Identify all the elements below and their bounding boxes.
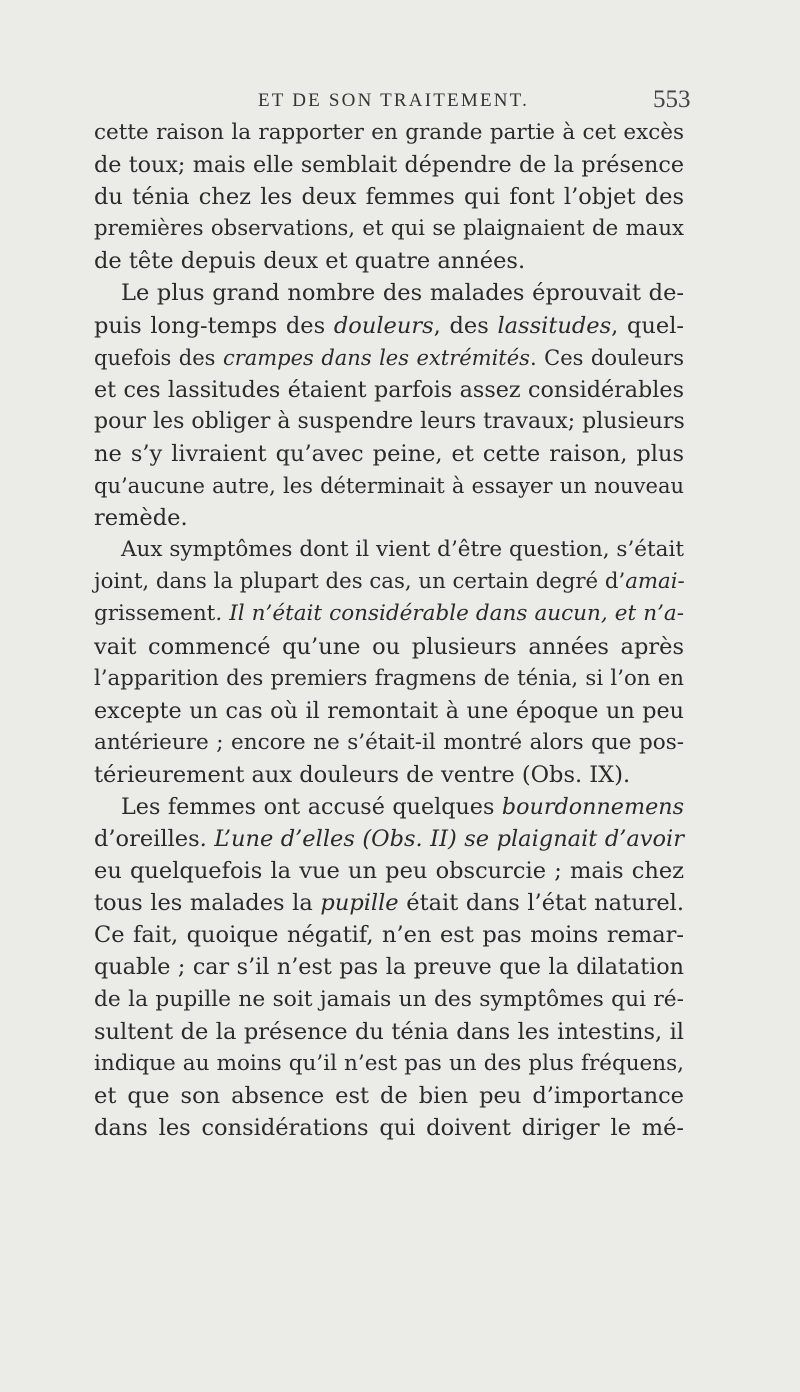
text-line: tous les malades la pupille était dans l’état naturel. <box>94 890 684 917</box>
running-head <box>0 86 800 120</box>
text-line: pour les obliger à suspendre leurs travaux; plusieurs <box>94 408 685 434</box>
italic-term: douleurs <box>333 312 434 339</box>
italic-term: lassitudes <box>497 312 612 339</box>
text-line: dans les considérations qui doivent diriger le mé- <box>94 1114 684 1141</box>
text-line: premières observations, et qui se plaignaient de maux <box>94 216 684 242</box>
text-line: excepte un cas où il remontait à une époque un peu <box>94 697 684 724</box>
text-line: Aux symptômes dont il vient d’être question, s’était <box>121 537 684 563</box>
text-line: et que son absence est de bien peu d’importance <box>94 1082 684 1109</box>
text-line: qu’aucune autre, les déterminait à essayer un nouveau <box>94 474 684 499</box>
text-line: ne s’y livraient qu’avec peine, et cette raison, plus <box>94 440 684 467</box>
text-line: antérieure ; encore ne s’était-il montré alors que pos- <box>94 729 684 755</box>
text-line: et ces lassitudes étaient parfois assez considérables <box>94 376 684 403</box>
text-line: Ce fait, quoique négatif, n’en est pas moins remar- <box>94 922 684 949</box>
text-line: grissement. Il n’était considérable dans aucun, et n’a- <box>94 601 684 627</box>
text-line: joint, dans la plupart des cas, un certain degré d’amai- <box>94 569 685 595</box>
text-line: quefois des crampes dans les extrémités. Ces douleurs <box>94 345 684 370</box>
text-line: térieurement aux douleurs de ventre (Obs. IX). <box>94 761 631 788</box>
text-line: Les femmes ont accusé quelques bourdonnemens <box>121 793 684 820</box>
text-line: de tête depuis deux et quatre années. <box>94 248 526 275</box>
italic-term: . L’une d’elles (Obs. II) se plaignait d’avoir <box>199 826 684 853</box>
italic-term: amai- <box>625 569 685 595</box>
text-line: remède. <box>94 505 188 532</box>
running-title: ET DE SON TRAITEMENT. <box>258 90 530 111</box>
text-line: l’apparition des premiers fragmens de ténia, si l’on en <box>94 665 684 691</box>
italic-term: crampes dans les extrémités <box>222 345 530 370</box>
text-line: d’oreilles. L’une d’elles (Obs. II) se plaignait d’avoir <box>94 826 684 853</box>
page-number: 553 <box>653 86 691 113</box>
text-line: sultent de la présence du ténia dans les intestins, il <box>94 1018 684 1045</box>
text-line: de la pupille ne soit jamais un des symptômes qui ré- <box>94 986 684 1012</box>
italic-term: bourdonnemens <box>501 793 684 820</box>
text-line: indique au moins qu’il n’est pas un des plus fréquens, <box>94 1050 684 1076</box>
text-line: vait commencé qu’une ou plusieurs années après <box>94 633 684 660</box>
text-line: de toux; mais elle semblait dépendre de la présence <box>94 152 684 179</box>
text-line: puis long-temps des douleurs, des lassitudes, quel- <box>94 312 684 339</box>
italic-term: . Il n’était considérable dans aucun, et n’a- <box>215 601 684 627</box>
text-line: quable ; car s’il n’est pas la preuve que la dilatation <box>94 954 684 981</box>
body-text <box>94 117 684 1144</box>
text-line: du ténia chez les deux femmes qui font l’objet des <box>94 184 684 211</box>
text-line: eu quelquefois la vue un peu obscurcie ; mais chez <box>94 858 684 885</box>
text-line: Le plus grand nombre des malades éprouvait de- <box>121 280 684 307</box>
italic-term: pupille <box>320 890 399 917</box>
text-line: cette raison la rapporter en grande partie à cet excès <box>94 120 684 145</box>
